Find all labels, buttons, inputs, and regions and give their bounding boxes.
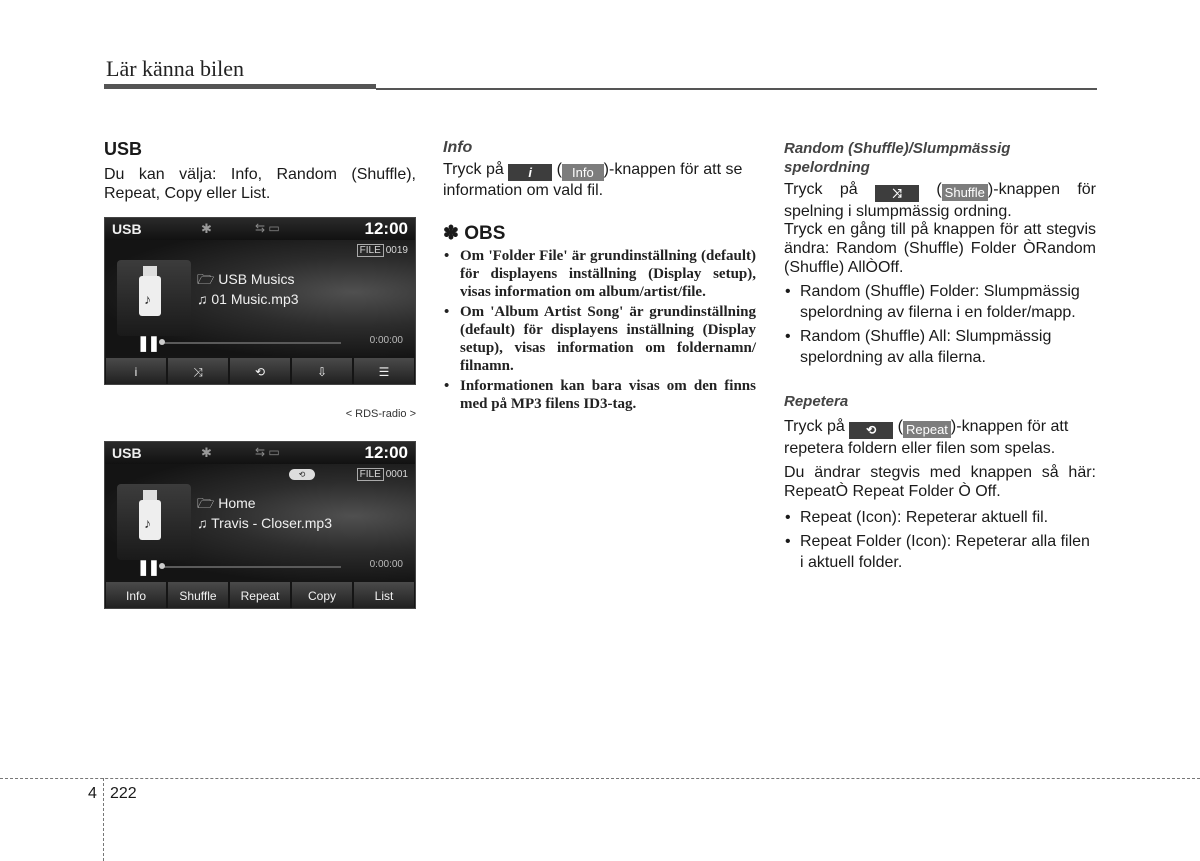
shuffle-button[interactable]: Shuffle	[168, 582, 228, 609]
usb-screen-text	[104, 441, 416, 609]
folder-name: Home	[218, 495, 256, 511]
repeat-text-a: Tryck på	[784, 418, 850, 435]
file-counter	[357, 469, 408, 480]
random-paragraph-1	[784, 180, 1096, 221]
usb-heading: USB	[104, 139, 143, 159]
source-label: USB	[112, 445, 142, 461]
source-label: USB	[112, 221, 142, 237]
screen-button-row	[105, 582, 415, 609]
bluetooth-icon: ✱	[201, 445, 212, 460]
info-text-a: Tryck på	[443, 161, 509, 178]
folder-line: 🗁 USB Musics	[197, 271, 295, 287]
repeat-item: • Repeat Folder (Icon): Repeterar alla filen i aktuell folder.	[784, 531, 1096, 573]
repeat-text-c: )-knappen för att repetera foldern eller filen som spelas.	[784, 418, 1069, 457]
header-rule-thick	[104, 84, 376, 89]
footer-vertical-rule	[103, 778, 104, 861]
folder-name: USB Musics	[218, 271, 295, 287]
usb-intro: Du kan välja: Info, Random (Shuffle), Repeat, Copy eller List.	[104, 166, 416, 202]
repeat-heading: Repetera	[784, 393, 849, 410]
copy-button[interactable]: Copy	[292, 582, 352, 609]
file-label: FILE	[357, 244, 384, 257]
progress-bar[interactable]	[161, 566, 341, 568]
footer-rule	[0, 778, 1200, 779]
info-label-badge: Info	[562, 164, 604, 181]
random-paragraph-2: Tryck en gång till på knappen för att stegvis ändra: Random (Shuffle) Folder ÒRandom (Shuffle) AllÒOff.	[784, 221, 1096, 276]
track-line: ♫ 01 Music.mp3	[197, 291, 299, 307]
repeat-text-b: (	[893, 418, 903, 435]
header-rule-thin	[376, 88, 1097, 90]
usb-stick-icon	[135, 266, 165, 324]
info-text-b: (	[552, 161, 562, 178]
usb-screen-rds	[104, 217, 416, 385]
pause-icon[interactable]: ❚❚	[137, 335, 159, 352]
random-text-b: (	[919, 181, 942, 198]
repeat-list	[784, 507, 1096, 576]
shuffle-icon: ⤨	[875, 185, 919, 202]
info-icon: i	[508, 164, 552, 181]
repeat-icon: ⟲	[849, 422, 893, 439]
pause-icon[interactable]: ❚❚	[137, 559, 159, 576]
track-line: ♫ Travis - Closer.mp3	[197, 515, 332, 531]
track-name: Travis - Closer.mp3	[211, 515, 332, 531]
list-button[interactable]: List	[354, 582, 414, 609]
repeat-paragraph-1	[784, 417, 1096, 458]
obs-heading: ✽ OBS	[443, 223, 506, 244]
info-paragraph	[443, 160, 756, 200]
obs-item: • Om 'Album Artist Song' är grundinställning (default) för displayens inställning (Display setup), visas information om foldernamn/ filnamn.	[443, 303, 756, 375]
obs-list	[443, 247, 756, 415]
random-item: • Random (Shuffle) Folder: Slumpmässig spelordning av filerna i en folder/mapp.	[784, 281, 1096, 323]
svg-text:♪: ♪	[144, 515, 151, 531]
progress-knob[interactable]	[159, 339, 165, 345]
info-text-c: )-knappen för att se information om vald fil.	[443, 161, 743, 199]
usb-stick-icon	[135, 490, 165, 548]
usb-connection-icon: ⇆ ▭	[255, 221, 280, 235]
repeat-button[interactable]: Repeat	[230, 582, 290, 609]
clock: 12:00	[364, 443, 408, 462]
shuffle-icon[interactable]: ⤨	[168, 358, 228, 385]
running-header: Lär känna bilen	[106, 56, 245, 81]
obs-item: • Informationen kan bara visas om den finns med på MP3 filens ID3-tag.	[443, 377, 756, 413]
screen-button-row	[105, 358, 415, 385]
repeat-label-badge: Repeat	[903, 421, 951, 438]
usb-connection-icon: ⇆ ▭	[255, 445, 280, 459]
bluetooth-icon: ✱	[201, 221, 212, 236]
repeat-icon[interactable]: ⟲	[230, 358, 290, 385]
clock: 12:00	[364, 219, 408, 238]
repeat-item: • Repeat (Icon): Repeterar aktuell fil.	[784, 507, 1096, 528]
track-name: 01 Music.mp3	[211, 291, 299, 307]
info-heading: Info	[443, 139, 473, 156]
obs-item: • Om 'Folder File' är grundinställning (default) för displayens inställning (Display setup), visas information om album/artist/file.	[443, 247, 756, 301]
info-button[interactable]: Info	[106, 582, 166, 609]
random-text-c: )-knappen för spelning i slumpmässig ordning.	[784, 181, 1096, 220]
play-time: 0:00:00	[369, 335, 403, 346]
file-counter	[357, 245, 408, 256]
copy-icon[interactable]: ⇩	[292, 358, 352, 385]
progress-knob[interactable]	[159, 563, 165, 569]
repeat-paragraph-2: Du ändrar stegvis med knappen så här: RepeatÒ Repeat Folder Ò Off.	[784, 464, 1096, 500]
repeat-status-icon: ⟲	[289, 469, 315, 480]
shuffle-label-badge: Shuffle	[942, 184, 988, 201]
svg-text:♪: ♪	[144, 291, 151, 307]
random-list	[784, 281, 1096, 371]
play-time: 0:00:00	[369, 559, 403, 570]
progress-bar[interactable]	[161, 342, 341, 344]
folder-line: 🗁 Home	[197, 495, 256, 511]
page-number: 222	[110, 785, 137, 802]
random-item: • Random (Shuffle) All: Slumpmässig spelordning av alla filerna.	[784, 326, 1096, 368]
file-number: 0019	[385, 245, 408, 256]
random-text-a: Tryck på	[784, 181, 875, 198]
info-icon[interactable]: i	[106, 358, 166, 385]
screen-caption: < RDS-radio >	[345, 408, 416, 420]
file-label: FILE	[357, 468, 384, 481]
file-number: 0001	[385, 469, 408, 480]
random-heading: Random (Shuffle)/Slumpmässig spelordning	[784, 140, 1011, 176]
chapter-number: 4	[88, 785, 97, 802]
list-icon[interactable]: ☰	[354, 358, 414, 385]
